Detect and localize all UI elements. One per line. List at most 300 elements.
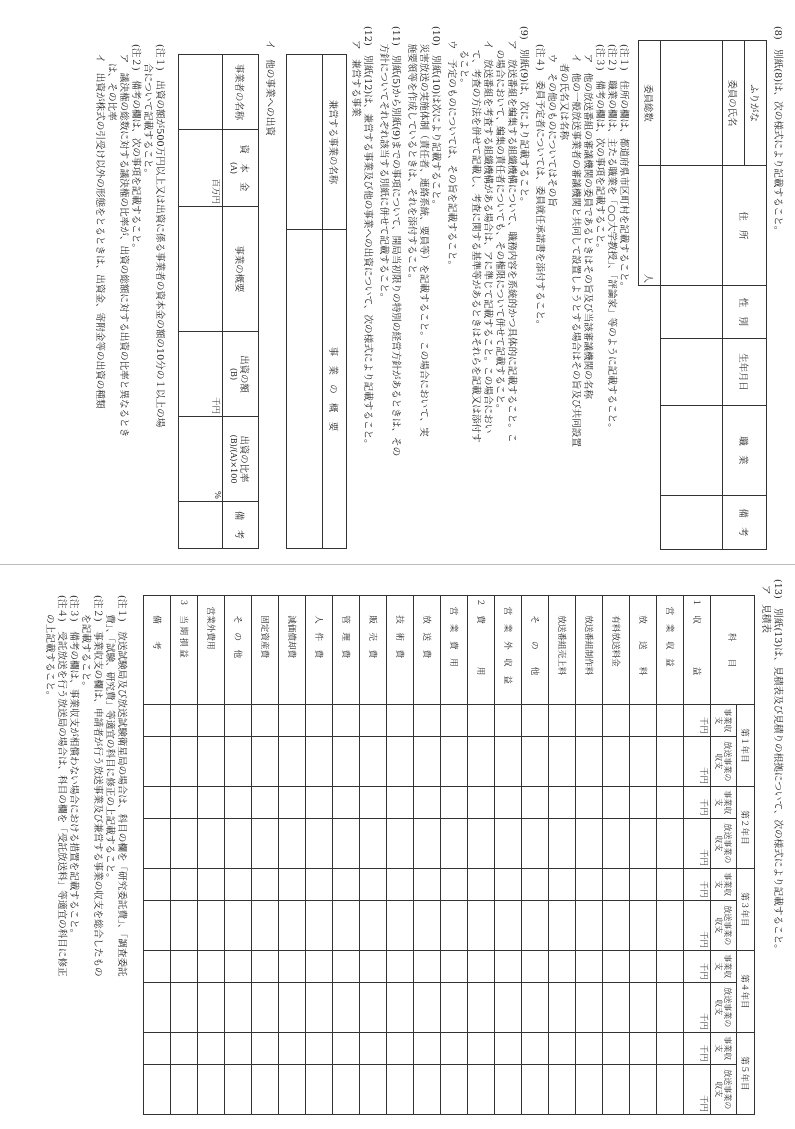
- value-cell: [603, 736, 630, 786]
- para9-6: ること。: [458, 40, 469, 88]
- unit-cell: 千円: [684, 900, 711, 950]
- value-cell: [279, 982, 306, 1032]
- value-cell: [441, 736, 468, 786]
- note12-4: ア 議決権の総数に対する議決権の比率が、出資の総額に対する出資の比率と異なるとき: [118, 44, 129, 438]
- value-cell: [441, 868, 468, 900]
- note13-4: を記載すること。: [80, 595, 91, 691]
- value-cell: [414, 950, 441, 982]
- subcol-business: 事業収支: [711, 705, 737, 737]
- value-cell: [549, 705, 576, 737]
- value-cell: [171, 705, 198, 737]
- para9-4: イ 放送番組を考査する組織機構がある場合は、アに準じて記載すること。この場合におい: [482, 40, 493, 434]
- value-cell: [252, 868, 279, 900]
- shusshi-col-capital: [223, 130, 259, 207]
- value-cell: [171, 950, 198, 982]
- value-cell: [549, 736, 576, 786]
- value-cell: [468, 982, 495, 1032]
- value-cell: [576, 982, 603, 1032]
- value-cell: [252, 786, 279, 818]
- value-cell: [360, 818, 387, 868]
- estimate-row-label: 営業外費用: [198, 596, 225, 705]
- value-cell: [549, 786, 576, 818]
- value-cell: [171, 1064, 198, 1114]
- value-cell: [144, 705, 171, 737]
- unit-cell: 千円: [684, 818, 711, 868]
- para9-3: の場合において、編集の責任者についても、その権限について併せて記載すること。: [494, 40, 505, 414]
- value-cell: [333, 950, 360, 982]
- unit-cell: 千円: [684, 950, 711, 982]
- para9-5: て、考査の方法を併せて記載し、考査に関する基準等があるときはそれらを記載又は添付す: [470, 40, 481, 443]
- value-cell: [441, 818, 468, 868]
- value-cell: [495, 705, 522, 737]
- unit-cell: 千円: [684, 982, 711, 1032]
- value-cell: [576, 736, 603, 786]
- value-cell: [306, 868, 333, 900]
- estimate-row: [630, 596, 657, 1115]
- value-cell: [306, 818, 333, 868]
- shusshi-col-ratio: [223, 417, 259, 502]
- amount-label: 出資の額: [238, 355, 249, 393]
- estimate-row: [198, 596, 225, 1115]
- value-cell: [198, 736, 225, 786]
- shusshi-col-summary: 事業の概要: [223, 207, 259, 332]
- value-cell: [387, 1064, 414, 1114]
- unit-capital: 百万円: [179, 130, 223, 207]
- value-cell: [171, 868, 198, 900]
- subcol-business: 事業収支: [711, 868, 737, 900]
- value-cell: [495, 982, 522, 1032]
- value-cell: [279, 900, 306, 950]
- unit-cell: 千円: [684, 705, 711, 737]
- estimate-row-label: そ の 他: [522, 596, 549, 705]
- value-cell: [225, 736, 252, 786]
- value-cell: [198, 982, 225, 1032]
- value-cell: [603, 982, 630, 1032]
- note13-3: (注２) 事業収支の欄は、申請者が行う放送事業及び兼営する事業の収支を総合したもの: [92, 595, 103, 977]
- furigana-header: ふりがな: [745, 41, 767, 166]
- value-cell: [306, 900, 333, 950]
- value-cell: [144, 900, 171, 950]
- estimate-row: [144, 596, 171, 1115]
- value-cell: [522, 1032, 549, 1064]
- shusshi-col-company: 事業者の名称: [223, 55, 259, 130]
- shusshi-title: イ 他の事業への出資: [264, 40, 275, 136]
- value-cell: [225, 1032, 252, 1064]
- estimate-table: [143, 595, 755, 1115]
- note13-2: 費」、「試験、研究費」等適宜の科目に修正の上記載すること。: [104, 595, 115, 883]
- value-cell: [387, 950, 414, 982]
- value-cell: [468, 1032, 495, 1064]
- value-cell: [279, 705, 306, 737]
- value-cell: [603, 705, 630, 737]
- value-cell: [225, 1064, 252, 1114]
- col-sex: 性 別: [723, 286, 767, 339]
- col-remarks: 備 考: [723, 496, 767, 550]
- note12-5: は、その比率: [106, 44, 117, 121]
- value-cell: [549, 1064, 576, 1114]
- value-cell: [360, 868, 387, 900]
- value-cell: [576, 818, 603, 868]
- value-cell: [306, 736, 333, 786]
- value-cell: [495, 736, 522, 786]
- value-cell: [576, 950, 603, 982]
- value-cell: [603, 1032, 630, 1064]
- value-cell: [225, 900, 252, 950]
- estimate-row-label: 営 業 収 益: [657, 596, 684, 705]
- value-cell: [630, 786, 657, 818]
- value-cell: [198, 1064, 225, 1114]
- unit-ratio: %: [179, 417, 223, 502]
- subcol-broadcast: 放送事業の収支: [711, 1064, 737, 1114]
- value-cell: [576, 705, 603, 737]
- value-cell: [414, 1064, 441, 1114]
- total-unit: 人: [639, 166, 661, 286]
- estimate-row-label: ３ 当 期 損 益: [171, 596, 198, 705]
- estimate-row: [360, 596, 387, 1115]
- note8-5: イ 他の一般放送事業者の審議機関と共同して設置しようとする場合はその旨及び共同設置: [570, 44, 581, 447]
- note12-1: (注１) 出資の額が500万円以上又は出資に係る事業者の資本金の額の10分の１以上の場: [154, 44, 165, 428]
- value-cell: [468, 736, 495, 786]
- value-cell: [576, 786, 603, 818]
- value-cell: [252, 818, 279, 868]
- estimate-row-label: ２ 費 用: [468, 596, 495, 705]
- total-label: 委員総数: [639, 41, 661, 166]
- estimate-row-label: 放送番組制作料: [576, 596, 603, 705]
- value-cell: [198, 818, 225, 868]
- value-cell: [387, 705, 414, 737]
- value-cell: [360, 900, 387, 950]
- estimate-row: [684, 596, 711, 1115]
- note8-2: (注２) 職業の欄は、主たる職業を「○○大学教授」、「評論家」等のように記載すること。: [606, 44, 617, 433]
- value-cell: [144, 786, 171, 818]
- value-cell: [576, 900, 603, 950]
- heading-8: (8) 別紙(8)は、次の様式により記載すること。: [772, 26, 783, 236]
- value-cell: [441, 786, 468, 818]
- value-cell: [657, 1032, 684, 1064]
- value-cell: [657, 868, 684, 900]
- value-cell: [549, 818, 576, 868]
- estimate-row-label: 営 業 費 用: [441, 596, 468, 705]
- value-cell: [279, 818, 306, 868]
- note13-1: (注１) 放送試験局及び放送試験衛星局の場合は、科目の欄を「研究委託費」、「調査委託: [116, 595, 127, 977]
- value-cell: [387, 786, 414, 818]
- value-cell: [522, 736, 549, 786]
- value-cell: [657, 950, 684, 982]
- estimate-row-label: 放 送 料: [630, 596, 657, 705]
- estimate-row: [603, 596, 630, 1115]
- value-cell: [306, 950, 333, 982]
- para11-2: 方針についてそれぞれ該当する別紙に併せて記載すること。: [378, 34, 389, 303]
- value-cell: [333, 1064, 360, 1114]
- year-1: 第１年目: [737, 705, 755, 787]
- amount-sub: (B): [229, 367, 238, 381]
- value-cell: [522, 786, 549, 818]
- estimate-row: [225, 596, 252, 1115]
- value-cell: [360, 982, 387, 1032]
- value-cell: [603, 900, 630, 950]
- estimate-row-label: 管 理 費: [333, 596, 360, 705]
- estimate-row-label: 放 送 費: [414, 596, 441, 705]
- subcol-broadcast: 放送事業の収支: [711, 736, 737, 786]
- value-cell: [225, 950, 252, 982]
- estimate-row: [414, 596, 441, 1115]
- top-section: [0, 0, 795, 564]
- estimate-row: [252, 596, 279, 1115]
- value-cell: [414, 900, 441, 950]
- value-cell: [360, 1032, 387, 1064]
- committee-table: [638, 40, 767, 550]
- value-cell: [657, 818, 684, 868]
- value-cell: [441, 705, 468, 737]
- value-cell: [144, 982, 171, 1032]
- estimate-subtitle: ア 見積表: [760, 585, 771, 633]
- value-cell: [387, 1032, 414, 1064]
- value-cell: [252, 1064, 279, 1114]
- value-cell: [657, 736, 684, 786]
- value-cell: [549, 1032, 576, 1064]
- value-cell: [252, 705, 279, 737]
- estimate-row: [387, 596, 414, 1115]
- value-cell: [387, 736, 414, 786]
- estimate-row-label: 減価償却費: [279, 596, 306, 705]
- value-cell: [657, 786, 684, 818]
- value-cell: [495, 868, 522, 900]
- value-cell: [171, 1032, 198, 1064]
- value-cell: [252, 736, 279, 786]
- value-cell: [630, 900, 657, 950]
- note13-7: の上記載すること。: [44, 595, 55, 701]
- value-cell: [225, 868, 252, 900]
- value-cell: [360, 705, 387, 737]
- estimate-row-label: 人 件 費: [306, 596, 333, 705]
- kenei-col-name: 兼営する事業の名称: [323, 55, 347, 230]
- value-cell: [468, 868, 495, 900]
- value-cell: [495, 950, 522, 982]
- value-cell: [387, 868, 414, 900]
- value-cell: [252, 900, 279, 950]
- para9-1: (9) 別紙(9)は、次により記載すること。: [518, 26, 529, 207]
- value-cell: [279, 1032, 306, 1064]
- value-cell: [198, 868, 225, 900]
- estimate-body: [144, 596, 711, 1115]
- value-cell: [279, 736, 306, 786]
- para11-1: (11) 別紙(5)から別紙(9)までの事項について、開局当初限りの特別の経営方針があるときは、その: [390, 26, 401, 457]
- value-cell: [657, 1064, 684, 1114]
- value-cell: [468, 1064, 495, 1114]
- value-cell: [306, 786, 333, 818]
- para12-1: (12) 別紙(12)は、兼営する事業及び他の事業への出資について、次の様式により記載すること。: [362, 26, 373, 449]
- value-cell: [144, 1032, 171, 1064]
- heading-13: (13) 別紙(13)は、見積表及び見積りの根拠について、次の様式により記載すること。: [772, 579, 783, 954]
- value-cell: [144, 868, 171, 900]
- value-cell: [171, 818, 198, 868]
- estimate-row: [306, 596, 333, 1115]
- value-cell: [549, 982, 576, 1032]
- value-cell: [225, 982, 252, 1032]
- value-cell: [387, 982, 414, 1032]
- value-cell: [360, 736, 387, 786]
- value-cell: [144, 818, 171, 868]
- unit-cell: 千円: [684, 786, 711, 818]
- value-cell: [144, 736, 171, 786]
- estimate-row: [279, 596, 306, 1115]
- value-cell: [549, 868, 576, 900]
- value-cell: [495, 900, 522, 950]
- note12-3: (注２) 備考の欄は、次の事項を記載すること。: [130, 44, 141, 253]
- para9-7: ウ 予定のものについては、その旨を記載すること。: [446, 40, 457, 271]
- value-cell: [414, 736, 441, 786]
- estimate-row-label: 備 考: [144, 596, 171, 705]
- subcol-business: 事業収支: [711, 1032, 737, 1064]
- value-cell: [171, 900, 198, 950]
- value-cell: [495, 1032, 522, 1064]
- unit-amount: 千円: [179, 332, 223, 417]
- value-cell: [522, 1064, 549, 1114]
- value-cell: [387, 900, 414, 950]
- para12-2: ア 兼営する事業: [350, 40, 361, 117]
- value-cell: [171, 786, 198, 818]
- value-cell: [333, 982, 360, 1032]
- value-cell: [468, 950, 495, 982]
- col-subject: 科 目: [711, 596, 755, 705]
- unit-cell: 千円: [684, 736, 711, 786]
- value-cell: [522, 705, 549, 737]
- value-cell: [306, 1032, 333, 1064]
- note8-7: ウ その他のものについてはその旨: [546, 44, 557, 207]
- value-cell: [576, 1064, 603, 1114]
- value-cell: [414, 982, 441, 1032]
- value-cell: [603, 868, 630, 900]
- value-cell: [603, 1064, 630, 1114]
- value-cell: [522, 868, 549, 900]
- value-cell: [333, 736, 360, 786]
- value-cell: [495, 786, 522, 818]
- value-cell: [360, 1064, 387, 1114]
- value-cell: [414, 868, 441, 900]
- value-cell: [225, 705, 252, 737]
- unit-cell: 千円: [684, 1032, 711, 1064]
- ratio-formula: (B)/(A)×100: [229, 434, 238, 484]
- value-cell: [198, 1032, 225, 1064]
- note8-6: 者の氏名又は名称: [558, 44, 569, 140]
- capital-sub: (A): [229, 161, 238, 175]
- value-cell: [468, 786, 495, 818]
- kenei-col-summary: 事 業 の 概 要: [323, 230, 347, 549]
- value-cell: [252, 950, 279, 982]
- subcol-broadcast: 放送事業の収支: [711, 900, 737, 950]
- value-cell: [630, 950, 657, 982]
- value-cell: [468, 900, 495, 950]
- value-cell: [657, 982, 684, 1032]
- value-cell: [414, 1032, 441, 1064]
- estimate-row: [441, 596, 468, 1115]
- kenei-table: [286, 54, 347, 549]
- value-cell: [225, 786, 252, 818]
- para10-3: 施要領等を作成しているときは、それを添付すること。: [406, 34, 417, 284]
- value-cell: [441, 900, 468, 950]
- value-cell: [576, 868, 603, 900]
- note8-3: (注３) 備考の欄は、次の事項を記載すること。: [594, 44, 605, 253]
- value-cell: [279, 868, 306, 900]
- value-cell: [603, 818, 630, 868]
- value-cell: [630, 818, 657, 868]
- value-cell: [576, 1032, 603, 1064]
- value-cell: [333, 705, 360, 737]
- estimate-row-label: １ 収 益: [684, 596, 711, 705]
- shusshi-col-amount: [223, 332, 259, 417]
- capital-label: 資 本 金: [238, 144, 249, 192]
- value-cell: [252, 982, 279, 1032]
- value-cell: [441, 982, 468, 1032]
- value-cell: [198, 786, 225, 818]
- value-cell: [333, 818, 360, 868]
- value-cell: [657, 900, 684, 950]
- estimate-row-label: 有料放送料金: [603, 596, 630, 705]
- value-cell: [630, 868, 657, 900]
- unit-cell: 千円: [684, 868, 711, 900]
- value-cell: [387, 818, 414, 868]
- value-cell: [279, 1064, 306, 1114]
- note8-1: (注１) 住所の欄は、都道府県市区町村を記載すること。: [618, 44, 629, 292]
- year-5: 第５年目: [737, 1032, 755, 1114]
- col-occupation: 職 業: [723, 406, 767, 496]
- value-cell: [171, 982, 198, 1032]
- estimate-row-label: 技 術 費: [387, 596, 414, 705]
- note13-5: (注３) 備考の欄は、事業収支が相償わない場合における措置を記載すること。: [68, 595, 79, 939]
- value-cell: [468, 818, 495, 868]
- value-cell: [144, 950, 171, 982]
- estimate-row-label: 販 売 費: [360, 596, 387, 705]
- shusshi-col-remarks: 備 考: [223, 502, 259, 549]
- estimate-row: [576, 596, 603, 1115]
- estimate-row: [657, 596, 684, 1115]
- value-cell: [333, 868, 360, 900]
- para10-1: (10) 別紙(10)は次により記載すること。: [430, 26, 441, 210]
- estimate-row-label: 放送番組売上料: [549, 596, 576, 705]
- value-cell: [306, 1064, 333, 1114]
- note8-4: ア 他の放送番組の審議機関の委員であるときはその旨及び当該審議機関の名称: [582, 44, 593, 399]
- value-cell: [495, 1064, 522, 1114]
- col-address: 住 所: [723, 166, 767, 286]
- subcol-business: 事業収支: [711, 950, 737, 982]
- value-cell: [522, 900, 549, 950]
- value-cell: [657, 705, 684, 737]
- value-cell: [279, 786, 306, 818]
- shusshi-table: [178, 54, 259, 549]
- estimate-row: [171, 596, 198, 1115]
- estimate-row: [333, 596, 360, 1115]
- value-cell: [198, 705, 225, 737]
- estimate-row: [495, 596, 522, 1115]
- value-cell: [630, 982, 657, 1032]
- estimate-row: [522, 596, 549, 1115]
- value-cell: [360, 950, 387, 982]
- para9-2: ア 放送番組を編集する組織機構について、職務内容を系統的かつ具体的に記載すること。こ: [506, 40, 517, 443]
- value-cell: [630, 705, 657, 737]
- value-cell: [306, 982, 333, 1032]
- value-cell: [171, 736, 198, 786]
- value-cell: [441, 950, 468, 982]
- note13-6: (注４) 受託放送を行う放送局の場合は、科目の欄を「受託放送料」等適宜の科目に修正: [56, 595, 67, 977]
- value-cell: [630, 1032, 657, 1064]
- name-header: 委員の氏名: [723, 41, 745, 166]
- value-cell: [441, 1064, 468, 1114]
- value-cell: [522, 982, 549, 1032]
- value-cell: [495, 818, 522, 868]
- unit-cell: 千円: [684, 1064, 711, 1114]
- value-cell: [333, 900, 360, 950]
- value-cell: [252, 1032, 279, 1064]
